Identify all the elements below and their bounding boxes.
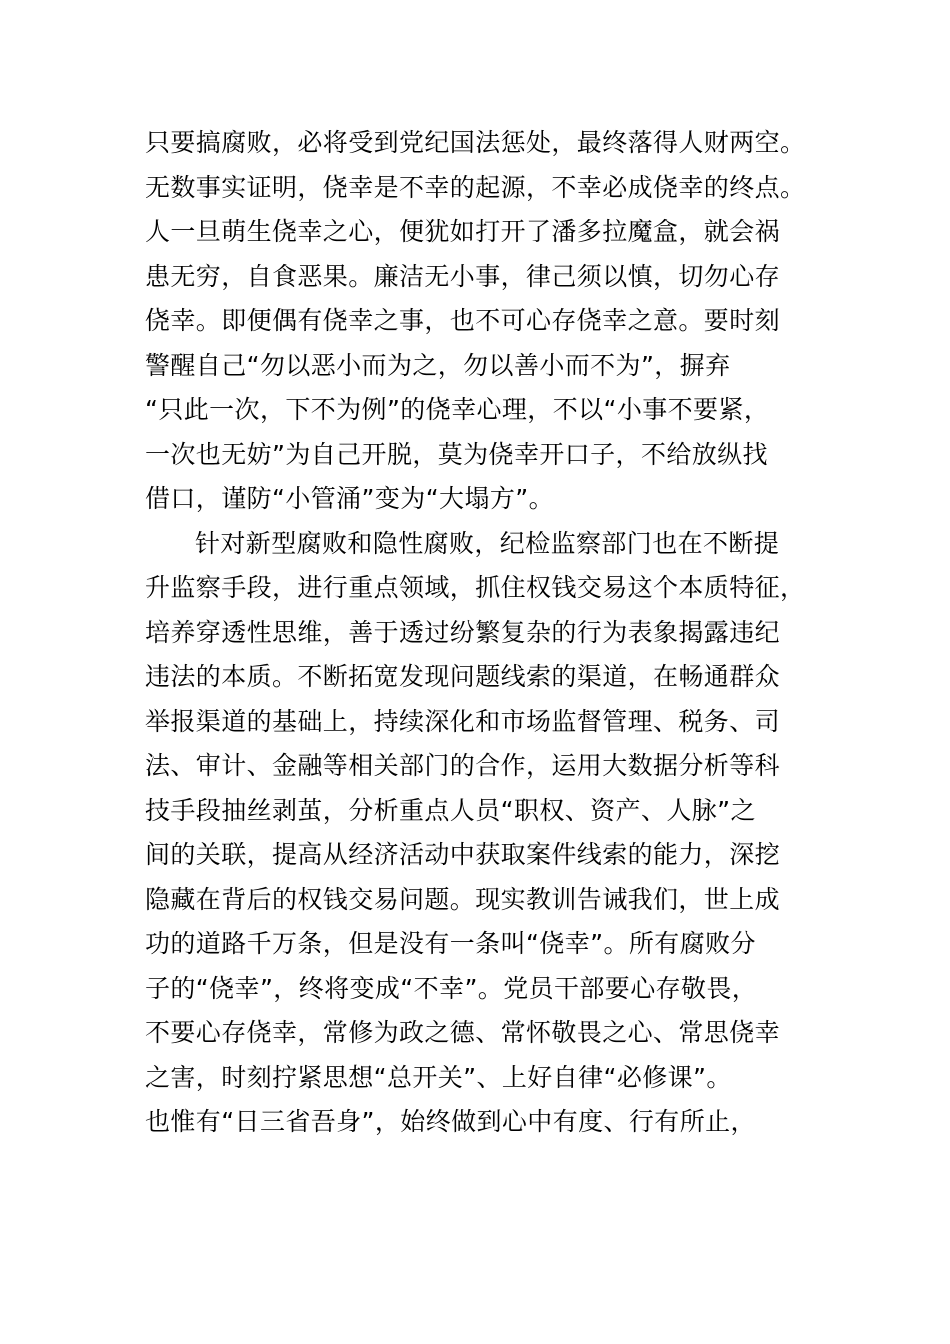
text-line: 子的“侥幸”，终将变成“不幸”。党员干部要心存敬畏， bbox=[145, 973, 758, 1003]
text-line: 培养穿透性思维，善于透过纷繁复杂的行为表象揭露违纪 bbox=[145, 617, 781, 647]
text-line: 功的道路千万条，但是没有一条叫“侥幸”。所有腐败分 bbox=[145, 929, 756, 958]
body-text bbox=[145, 121, 805, 1145]
text-line: 一次也无妨”为自己开脱，莫为侥幸开口子，不给放纵找 bbox=[145, 439, 768, 469]
text-line: 升监察手段，进行重点领域，抓住权钱交易这个本质特征， bbox=[145, 573, 806, 602]
text-line: 警醒自己“勿以恶小而为之，勿以善小而不为”，摒弃 bbox=[145, 350, 731, 380]
text-line: 也惟有“日三省吾身”，始终做到心中有度、行有所止， bbox=[145, 1107, 756, 1136]
text-line: 隐藏在背后的权钱交易问题。现实教训告诫我们，世上成 bbox=[145, 884, 781, 914]
text-line: 技手段抽丝剥茧，分析重点人员“职权、资产、人脉”之 bbox=[145, 795, 756, 825]
text-line: 只要搞腐败，必将受到党纪国法惩处，最终落得人财两空。 bbox=[145, 128, 806, 157]
text-line: 人一旦萌生侥幸之心，便犹如打开了潘多拉魔盒，就会祸 bbox=[145, 217, 781, 246]
text-line: 间的关联，提高从经济活动中获取案件线索的能力，深挖 bbox=[145, 840, 781, 869]
text-line: 之害，时刻拧紧思想“总开关”、上好自律“必修课”。 bbox=[145, 1062, 732, 1092]
text-line: 不要心存侥幸，常修为政之德、常怀敬畏之心、常思侥幸 bbox=[145, 1018, 781, 1047]
text-line: 借口，谨防“小管涌”变为“大塌方”。 bbox=[145, 484, 555, 513]
text-line: 侥幸。即便偶有侥幸之事，也不可心存侥幸之意。要时刻 bbox=[145, 306, 781, 335]
text-line: 举报渠道的基础上，持续深化和市场监督管理、税务、司 bbox=[145, 706, 781, 736]
paragraph-first-line: 针对新型腐败和隐性腐败，纪检监察部门也在不断提 bbox=[195, 528, 780, 558]
text-line: 患无穷，自食恶果。廉洁无小事，律己须以慎，切勿心存 bbox=[145, 261, 781, 291]
text-line: 法、审计、金融等相关部门的合作，运用大数据分析等科 bbox=[145, 751, 781, 780]
text-line: 无数事实证明，侥幸是不幸的起源，不幸必成侥幸的终点。 bbox=[145, 172, 806, 202]
text-line: 违法的本质。不断拓宽发现问题线索的渠道，在畅通群众 bbox=[145, 662, 781, 691]
text-line: “只此一次，下不为例”的侥幸心理，不以“小事不要紧， bbox=[145, 395, 770, 424]
